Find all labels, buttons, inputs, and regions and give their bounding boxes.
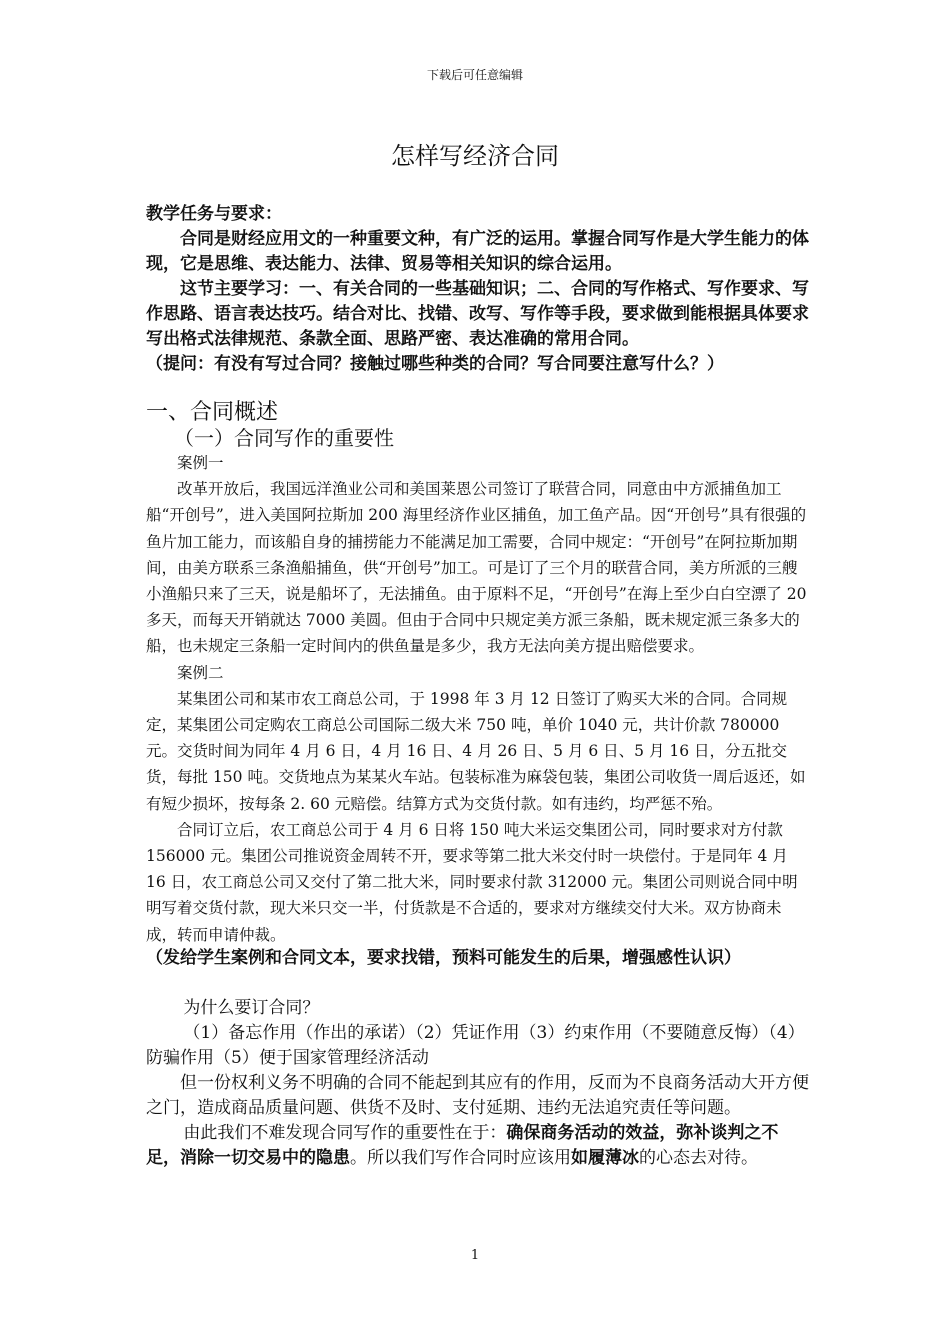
functions-list: （1）备忘作用（作出的承诺）（2）凭证作用（3）约束作用（不要随意反悔）（4）防骗作用（5）便于国家管理经济活动 xyxy=(146,1023,805,1068)
case1-label: 案例一 xyxy=(177,454,224,472)
conclusion-part3: 的心态去对待。 xyxy=(639,1148,758,1168)
conclusion-paragraph xyxy=(146,1121,810,1171)
task-heading: 教学任务与要求： xyxy=(146,204,282,224)
section-heading: 一、合同概述 xyxy=(146,400,279,425)
task-section xyxy=(146,202,810,377)
conclusion-bold2: 如履薄冰 xyxy=(571,1148,639,1168)
case2-label: 案例二 xyxy=(177,663,224,682)
case2-text-followup: 合同订立后，农工商总公司于 4 月 6 日将 150 吨大米运交集团公司，同时要求对方付款 156000 元。集团公司推说资金周转不开，要求等第二批大米交付时一块偿付。于是同年 4 月 16 日，农工商总公司又交付了第二批大米，同时要求付款 312000 元。集团公司则说合同中明明写着交货付款，现大米只交一半，付货款是不合适的，要求对方继续交付大米。双方协商未成，转而申请仲裁。 xyxy=(146,820,798,944)
but-paragraph: 但一份权利义务不明确的合同不能起到其应有的作用，反而为不良商务活动大开方便之门，造成商品质量问题、供货不及时、支付延期、违约无法追究责任等问题。 xyxy=(146,1073,809,1118)
question-prompt: （提问：有没有写过合同？接触过哪些种类的合同？写合同要注意写什么？） xyxy=(146,354,724,374)
document-title: 怎样写经济合同 xyxy=(391,142,559,170)
conclusion-part2: 。所以我们写作合同时应该用 xyxy=(350,1148,571,1168)
conclusion-part1: 由此我们不难发现合同写作的重要性在于： xyxy=(183,1123,507,1143)
subsection-heading: （一）合同写作的重要性 xyxy=(174,426,394,450)
case2-text: 某集团公司和某市农工商总公司，于 1998 年 3 月 12 日签订了购买大米的合同。合同规定，某集团公司定购农工商总公司国际二级大米 750 吨，单价 1040 元，共计价款 780000 元。交货时间为同年 4 月 6 日，4 月 16 日、4 月 26 日、5 月 6 日、5 月 16 日，分五批交货，每批 150 吨。交货地点为某某火车站。包装标准为麻袋包装，集团公司收货一周后返还，如有短少损坏，按每条 2. 60 元赔偿。结算方式为交货付款。如有违约，均严惩不殆。 xyxy=(146,689,806,813)
task-paragraph-2: 这节主要学习：一、有关合同的一些基础知识；二、合同的写作格式、写作要求、写作思路、语言表达技巧。结合对比、找错、改写、写作等手段，要求做到能根据具体要求写出格式法律规范、条款全面、思路严密、表达准确的常用合同。 xyxy=(146,279,809,349)
importance-section xyxy=(146,996,810,1171)
case-section xyxy=(146,450,810,948)
page-header-note: 下载后可任意编辑 xyxy=(426,68,523,82)
instruction-section xyxy=(146,946,810,971)
case1-text: 改革开放后，我国远洋渔业公司和美国莱恩公司签订了联营合同，同意由中方派捕鱼加工船“开创号”，进入美国阿拉斯加 200 海里经济作业区捕鱼，加工鱼产品。因“开创号”具有很强的鱼片加工能力，而该船自身的捕捞能力不能满足加工需要，合同中规定：“开创号”在阿拉斯加期间，由美方联系三条渔船捕鱼，供“开创号”加工。可是订了三个月的联营合同，美方所派的三艘小渔船只来了三天，说是船坏了，无法捕鱼。由于原料不足，“开创号”在海上至少白白空漂了 20 多天，而每天开销就达 7000 美圆。但由于合同中只规定美方派三条船，既未规定派三条多大的船，也未规定三条船一定时间内的供鱼量是多少，我方无法向美方提出赔偿要求。 xyxy=(146,480,807,656)
conclusion-bold1: 确保商务活动的效益，弥补谈判之不足，消除一切交易中的隐患 xyxy=(146,1123,779,1168)
instruction-note: （发给学生案例和合同文本，要求找错，预料可能发生的后果，增强感性认识） xyxy=(146,948,741,968)
why-question: 为什么要订合同？ xyxy=(183,998,320,1018)
task-paragraph-1: 合同是财经应用文的一种重要文种，有广泛的运用。掌握合同写作是大学生能力的体现，它是思维、表达能力、法律、贸易等相关知识的综合运用。 xyxy=(146,229,809,274)
section-overview xyxy=(146,400,810,450)
page-number: 1 xyxy=(470,1248,480,1263)
